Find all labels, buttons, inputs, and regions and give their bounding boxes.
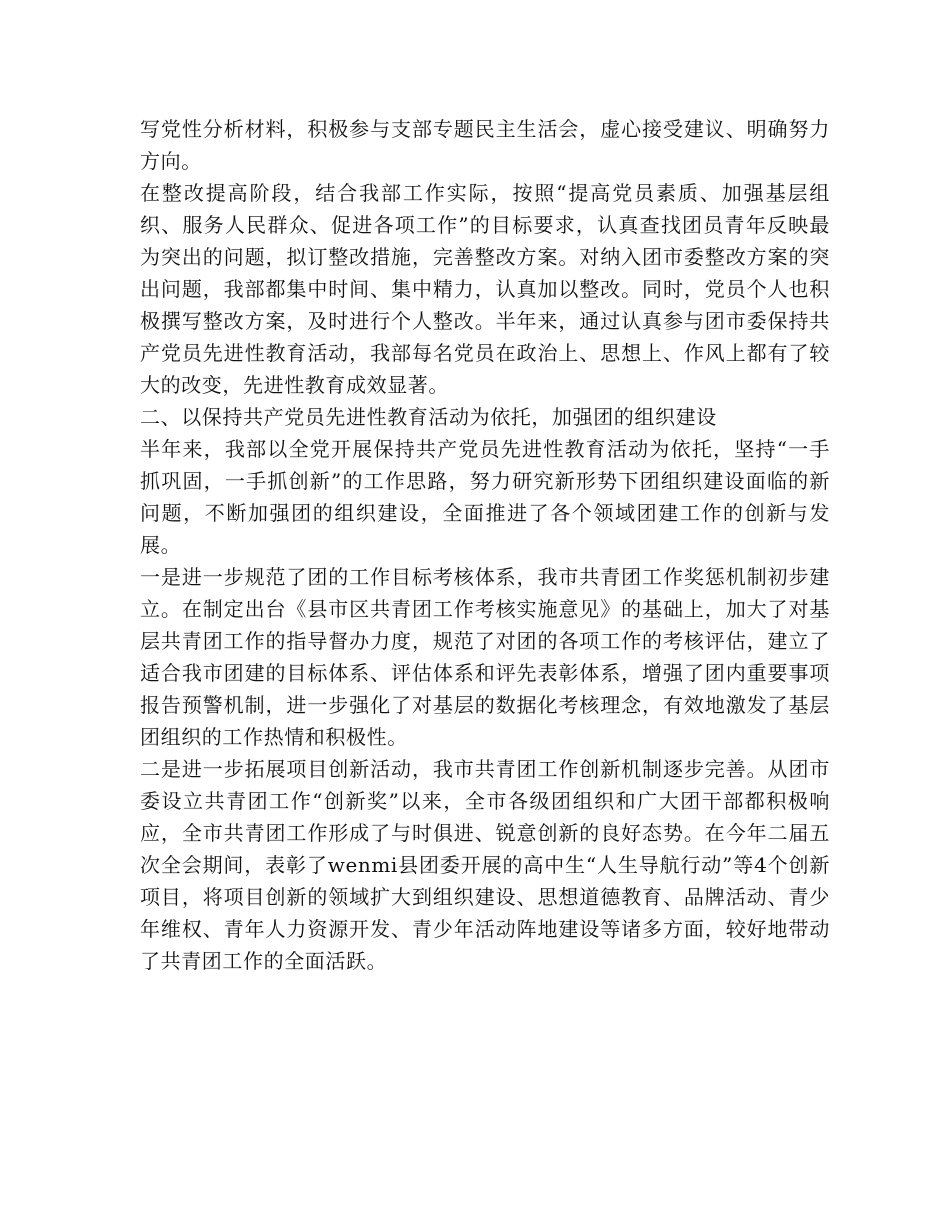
paragraph-4: 一是进一步规范了团的工作目标考核体系，我市共青团工作奖惩机制初步建立。在制定出台《县市区共青团工作考核实施意见》的基础上，加大了对基层共青团工作的指导督办力度，规范了对团的各项工作的考核评估，建立了适合我市团建的目标体系、评估体系和评先表彰体系，增强了团内重要事项报告预警机制，进一步强化了对基层的数据化考核理念，有效地激发了基层团组织的工作热情和积极性。: [140, 565, 830, 749]
paragraph-2: 在整改提高阶段，结合我部工作实际，按照“提高党员素质、加强基层组织、服务人民群众、促进各项工作”的目标要求，认真查找团员青年反映最为突出的问题，拟订整改措施，完善整改方案。对纳入团市委整改方案的突出问题，我部都集中时间、集中精力，认真加以整改。同时，党员个人也积极撰写整改方案，及时进行个人整改。半年来，通过认真参与团市委保持共产党员先进性教育活动，我部每名党员在政治上、思想上、作风上都有了较大的改变，先进性教育成效显著。: [140, 181, 830, 397]
paragraph-1: 写党性分析材料，积极参与支部专题民主生活会，虚心接受建议、明确努力方向。: [140, 117, 830, 173]
paragraph-3: 半年来，我部以全党开展保持共产党员先进性教育活动为依托，坚持“一手抓巩固，一手抓创新”的工作思路，努力研究新形势下团组织建设面临的新问题，不断加强团的组织建设，全面推进了各个领域团建工作的创新与发展。: [140, 437, 830, 557]
document-body: [140, 113, 830, 977]
section-heading: 二、以保持共产党员先进性教育活动为依托，加强团的组织建设: [140, 405, 717, 429]
paragraph-5: 二是进一步拓展项目创新活动，我市共青团工作创新机制逐步完善。从团市委设立共青团工作“创新奖”以来，全市各级团组织和广大团干部都积极响应，全市共青团工作形成了与时俱进、锐意创新的良好态势。在今年二届五次全会期间，表彰了wenmi县团委开展的高中生“人生导航行动”等4个创新项目，将项目创新的领域扩大到组织建设、思想道德教育、品牌活动、青少年维权、青年人力资源开发、青少年活动阵地建设等诸多方面，较好地带动了共青团工作的全面活跃。: [140, 757, 830, 973]
